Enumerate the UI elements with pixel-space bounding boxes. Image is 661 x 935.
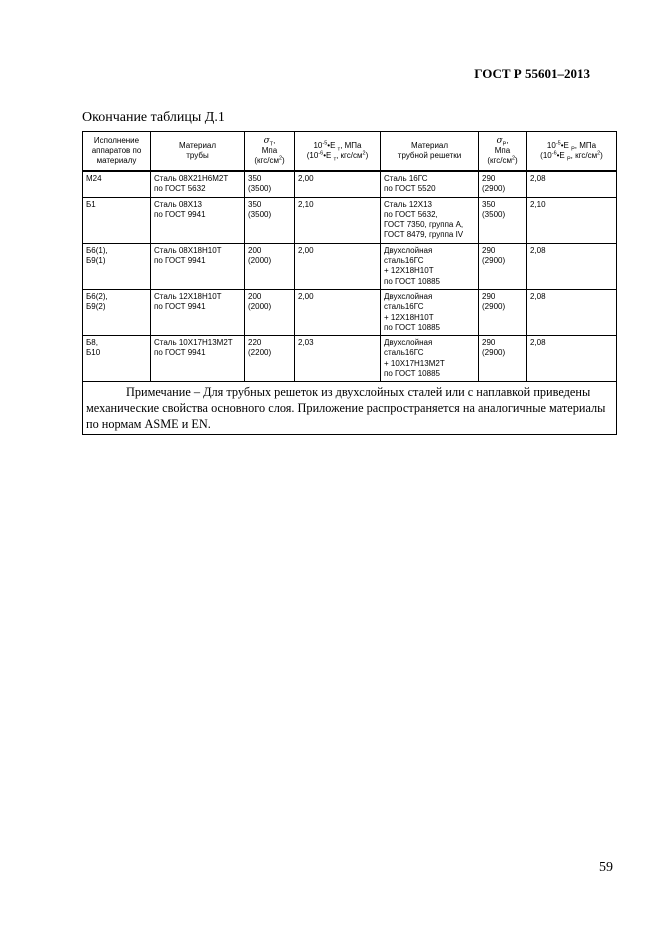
cell-sheet-material: Сталь 16ГС по ГОСТ 5520 <box>381 171 479 197</box>
cell-sigma-p: 290 (2900) <box>479 289 527 335</box>
cell-sigma-t: 200 (2000) <box>245 289 295 335</box>
cell-tube-material: Сталь 12Х18Н10Т по ГОСТ 9941 <box>151 289 245 335</box>
cell-sheet-material: Сталь 12Х13 по ГОСТ 5632, ГОСТ 7350, группа А, ГОСТ 8479, группа IV <box>381 197 479 243</box>
sigma-p-symbol: σ <box>496 135 503 146</box>
cell-e-p: 2,10 <box>527 197 617 243</box>
cell-tube-material: Сталь 10Х17Н13М2Т по ГОСТ 9941 <box>151 336 245 382</box>
cell-design: Б6(2), Б9(2) <box>83 289 151 335</box>
header-e-t: $10^{-5}•Е$ $_т$, МПа ($10^{-6}•Е$ $_т$, кгс/$см^2$) <box>295 132 381 172</box>
table-header-row <box>83 132 617 172</box>
cell-sigma-p: 290 (2900) <box>479 336 527 382</box>
note-row <box>83 382 617 435</box>
cell-e-t: 2,03 <box>295 336 381 382</box>
table-row <box>83 243 617 289</box>
cell-sigma-t: 220 (2200) <box>245 336 295 382</box>
cell-e-t: 2,10 <box>295 197 381 243</box>
table-row <box>83 289 617 335</box>
cell-design: Б8, Б10 <box>83 336 151 382</box>
cell-sigma-p: 350 (3500) <box>479 197 527 243</box>
cell-sigma-p: 290 (2900) <box>479 171 527 197</box>
header-e-p: $10^{-5}•Е$ $_Р$, МПа ($10^{-6}•Е$ $_Р$, кгс/$см^2$) <box>527 132 617 172</box>
table-caption: Окончание таблицы Д.1 <box>82 110 225 125</box>
cell-design: Б1 <box>83 197 151 243</box>
cell-sheet-material: Двухслойная сталь16ГС + 12Х18Н10Т по ГОСТ 10885 <box>381 243 479 289</box>
cell-design: Б6(1), Б9(1) <box>83 243 151 289</box>
cell-e-t: 2,00 <box>295 289 381 335</box>
cell-tube-material: Сталь 08Х18Н10Т по ГОСТ 9941 <box>151 243 245 289</box>
cell-e-p: 2,08 <box>527 336 617 382</box>
table-row <box>83 197 617 243</box>
table-row <box>83 336 617 382</box>
document-code: ГОСТ Р 55601–2013 <box>474 66 590 81</box>
cell-sigma-t: 350 (3500) <box>245 197 295 243</box>
header-sigma-p: $\sigma_P$, Мпа $(кгс/см^2)$ <box>479 132 527 172</box>
cell-sigma-t: 350 (3500) <box>245 171 295 197</box>
cell-e-p: 2,08 <box>527 289 617 335</box>
cell-design: М24 <box>83 171 151 197</box>
sigma-t-symbol: σ <box>263 135 270 146</box>
cell-tube-material: Сталь 08Х21Н6М2Т по ГОСТ 5632 <box>151 171 245 197</box>
materials-table <box>82 131 617 435</box>
cell-e-p: 2,08 <box>527 171 617 197</box>
cell-sigma-t: 200 (2000) <box>245 243 295 289</box>
header-sigma-t: $\sigma_T$, Мпа $(кгс/см^2)$ <box>245 132 295 172</box>
cell-sheet-material: Двухслойная сталь16ГС + 12Х18Н10Т по ГОСТ 10885 <box>381 289 479 335</box>
header-sheet-material: Материал трубной решетки <box>381 132 479 172</box>
cell-e-p: 2,08 <box>527 243 617 289</box>
header-design: Исполнение аппаратов по материалу <box>83 132 151 172</box>
cell-e-t: 2,00 <box>295 171 381 197</box>
page-number: 59 <box>599 860 613 875</box>
cell-e-t: 2,00 <box>295 243 381 289</box>
table-note: Примечание – Для трубных решеток из двухслойных сталей или с наплавкой приведены механические свойства основного слоя. Приложение распространяется на аналогичные материалы по нормам ASME и EN. <box>83 382 617 435</box>
table-row <box>83 171 617 197</box>
cell-sigma-p: 290 (2900) <box>479 243 527 289</box>
cell-tube-material: Сталь 08Х13 по ГОСТ 9941 <box>151 197 245 243</box>
header-tube-material: Материал трубы <box>151 132 245 172</box>
cell-sheet-material: Двухслойная сталь16ГС + 10Х17Н13М2Т по ГОСТ 10885 <box>381 336 479 382</box>
